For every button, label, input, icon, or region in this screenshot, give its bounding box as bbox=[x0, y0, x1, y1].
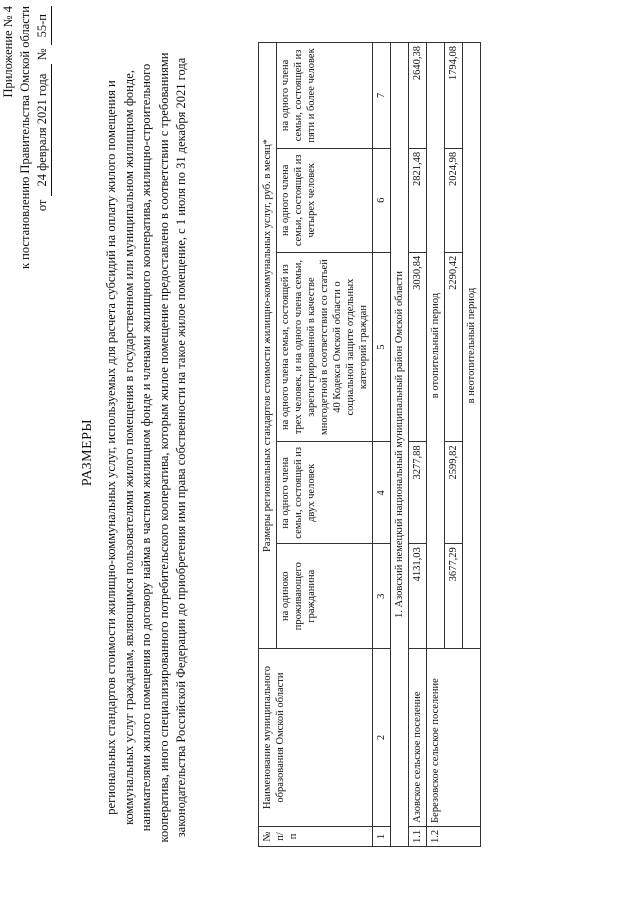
period-heading: в неотопительный период bbox=[463, 43, 481, 649]
table-row bbox=[409, 43, 427, 847]
appendix-number: Приложение № 4 bbox=[1, 6, 15, 98]
value-cell: 3030,84 bbox=[409, 252, 427, 442]
index-cell: 2 bbox=[373, 649, 391, 827]
value-cell: 2599,82 bbox=[445, 442, 463, 544]
row-num: 1.1 bbox=[409, 826, 427, 846]
appendix-date-line bbox=[34, 6, 52, 326]
document-title: РАЗМЕРЫ bbox=[80, 418, 95, 487]
value-cell: 2821,48 bbox=[409, 148, 427, 252]
index-cell: 7 bbox=[373, 43, 391, 149]
appendix-decree-number: 55-п bbox=[34, 6, 52, 45]
value-cell: 2640,38 bbox=[409, 43, 427, 149]
value-cell: 1794,08 bbox=[445, 43, 463, 149]
section-heading: 1. Азовский немецкий национальный муниципальный район Омской области bbox=[391, 43, 409, 847]
document-intro: региональных стандартов стоимости жилищно-коммунальных услуг, используемых для расчета субсидий на оплату жилого помещения и коммунальных услуг гражданам, являющимся пользователями жилого помещения в государственном или муниципальном жилищном фонде, нанимателями жилого помещения по договору найма в частном жилищном фонде и членами жилищного кооператива, жилищно-строительного кооператива, иного специализированного потребительского кооператива, которым жилое помещение предоставлено в соответствии с требованиями законодательства Российской Федерации до приобретения ими права собственности на такое жилое помещение, с 1 июля по 31 декабря 2021 года bbox=[104, 52, 188, 843]
row-name: Березовское сельское поселение bbox=[427, 649, 481, 827]
header-col-7: на одного члена семьи, состоящей из пяти и более человек bbox=[277, 43, 373, 149]
appendix-date: 24 февраля 2021 года bbox=[34, 64, 52, 197]
index-row bbox=[373, 43, 391, 847]
appendix-num-label: № bbox=[35, 48, 49, 61]
period-heading: в отопительный период bbox=[427, 43, 445, 649]
header-col-4: на одного члена семьи, состоящей из двух человек bbox=[277, 442, 373, 544]
index-cell: 4 bbox=[373, 442, 391, 544]
index-cell: 1 bbox=[373, 826, 391, 846]
header-col-5: на одного члена семьи, состоящей из трех человек, и на одного члена семьи, зарегистрированной в качестве многодетной в соответствии со статьей 40 Кодекса Омской области о социальной защите отдельных категорий граждан bbox=[277, 252, 373, 442]
index-cell: 3 bbox=[373, 544, 391, 649]
header-col-3: на одиноко проживающего гражданина bbox=[277, 544, 373, 649]
value-cell: 2024,98 bbox=[445, 148, 463, 252]
header-col-6: на одного члена семьи, состоящей из четырех человек bbox=[277, 148, 373, 252]
header-row-1 bbox=[259, 43, 277, 847]
header-group: Размеры региональных стандартов стоимости жилищно-коммунальных услуг, руб. в месяц* bbox=[259, 43, 277, 649]
index-cell: 6 bbox=[373, 148, 391, 252]
appendix-decree: к постановлению Правительства Омской области bbox=[18, 6, 32, 270]
value-cell: 2290,42 bbox=[445, 252, 463, 442]
row-name: Азовское сельское поселение bbox=[409, 649, 427, 827]
index-cell: 5 bbox=[373, 252, 391, 442]
value-cell: 3677,29 bbox=[445, 544, 463, 649]
header-name: Наименование муниципального образования Омской области bbox=[259, 649, 373, 827]
appendix-header bbox=[0, 6, 52, 326]
table-row bbox=[427, 43, 445, 847]
appendix-from-label: от bbox=[35, 199, 49, 212]
value-cell: 3277,88 bbox=[409, 442, 427, 544]
standards-table bbox=[258, 42, 481, 847]
header-num: № п/п bbox=[259, 826, 373, 846]
value-cell: 4131,03 bbox=[409, 544, 427, 649]
section-row bbox=[391, 43, 409, 847]
row-num: 1.2 bbox=[427, 826, 481, 846]
